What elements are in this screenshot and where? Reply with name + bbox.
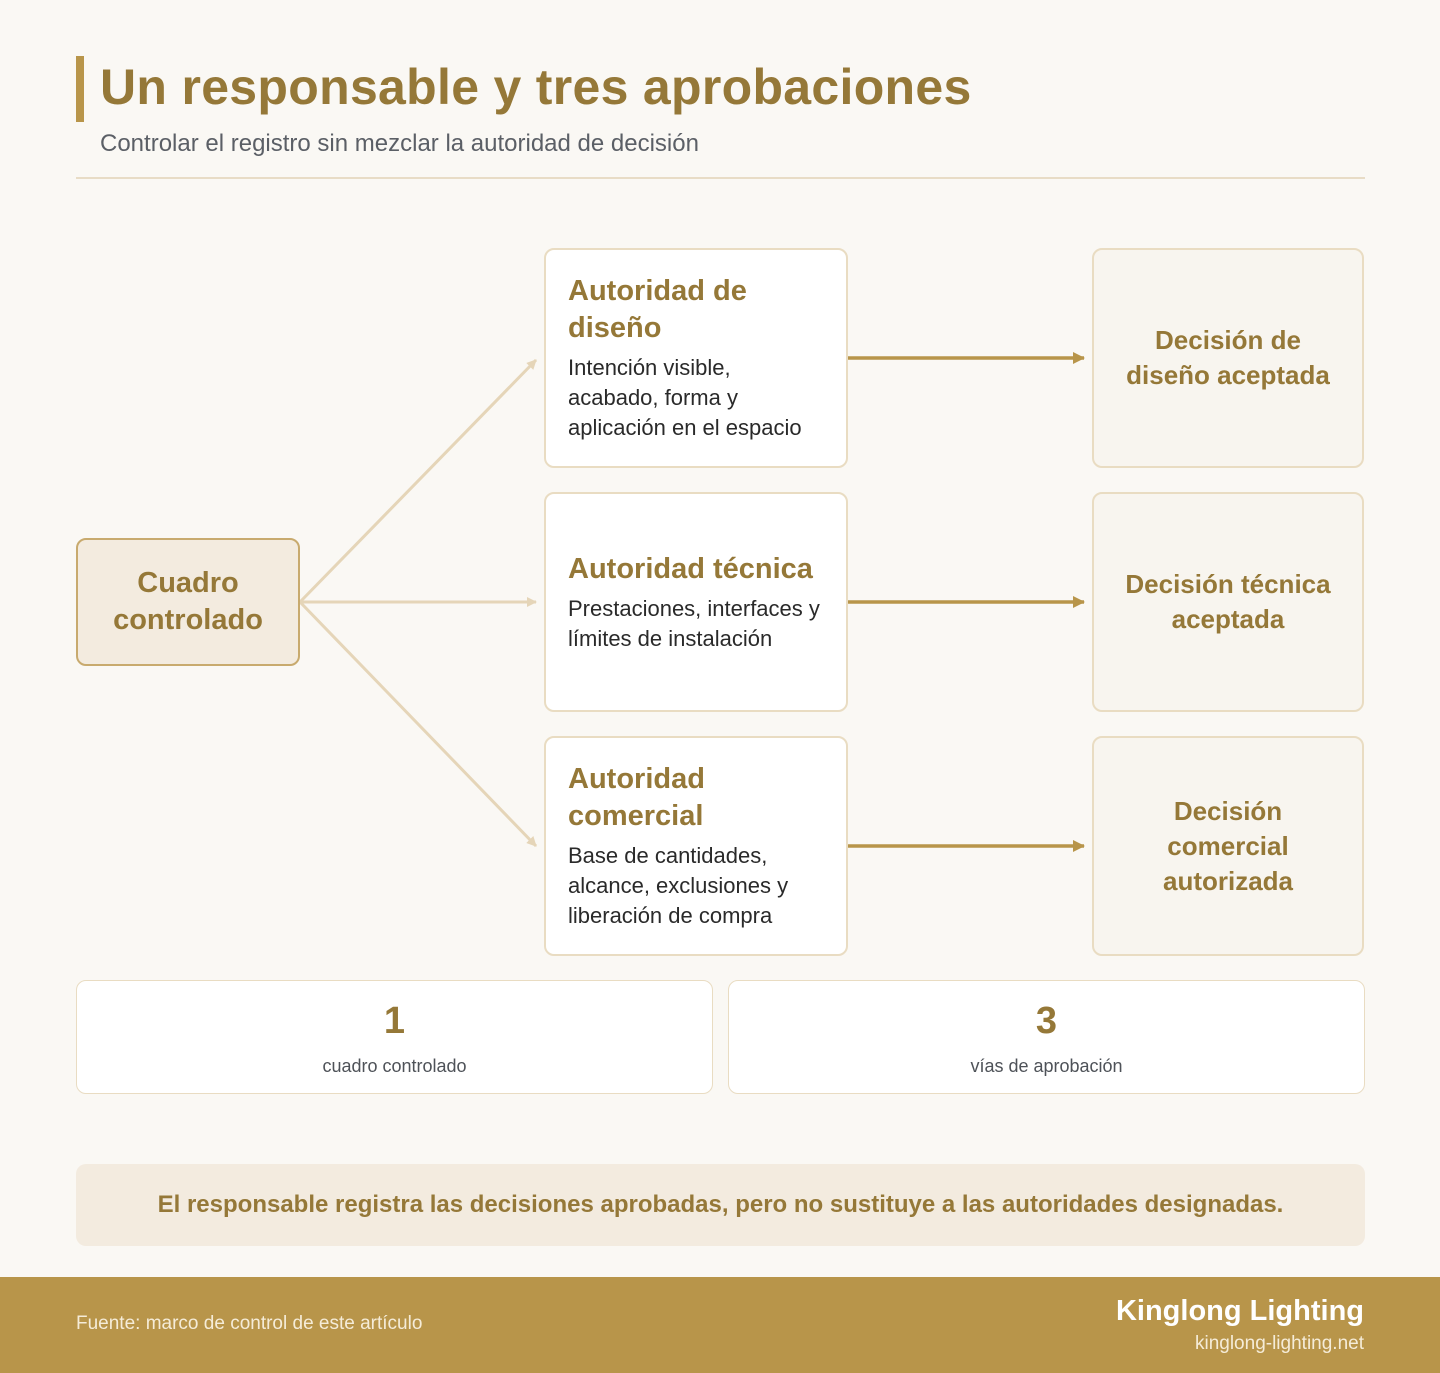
authority-node-commercial xyxy=(544,736,848,956)
connector-source-to-design xyxy=(300,360,536,602)
result-node-technical: Decisión técnica aceptada xyxy=(1092,492,1364,712)
source-node-controlled-register: Cuadro controlado xyxy=(76,538,300,666)
page-title: Un responsable y tres aprobaciones xyxy=(100,59,972,115)
footer-source: Fuente: marco de control de este artículo xyxy=(76,1313,423,1334)
authority-node-technical xyxy=(544,492,848,712)
stat-value: 1 xyxy=(383,1000,406,1042)
page-subtitle: Controlar el registro sin mezclar la autoridad de decisión xyxy=(100,130,699,157)
authority-description: Intención visible, acabado, forma y aplicación en el espacio xyxy=(568,355,802,440)
stat-label: vías de aprobación xyxy=(970,1056,1123,1076)
authority-title: Autoridad técnica xyxy=(568,552,813,585)
result-node-design: Decisión de diseño aceptada xyxy=(1092,248,1364,468)
authority-description: Base de cantidades, alcance, exclusiones y liberación de compra xyxy=(568,843,789,928)
result-node-commercial: Decisión comercial autorizada xyxy=(1092,736,1364,956)
authority-title: Autoridad comercial xyxy=(568,763,705,832)
connector-source-to-commercial xyxy=(300,602,536,846)
authority-node-design xyxy=(544,248,848,468)
authority-description: Prestaciones, interfaces y límites de instalación xyxy=(568,595,820,651)
authority-title: Autoridad de diseño xyxy=(568,275,747,344)
summary-note: El responsable registra las decisiones aprobadas, pero no sustituye a las autoridades designadas. xyxy=(76,1164,1365,1246)
stat-label: cuadro controlado xyxy=(322,1056,467,1076)
footer-brand: Kinglong Lighting xyxy=(1115,1295,1364,1327)
footer-bar xyxy=(0,1277,1440,1373)
stat-value: 3 xyxy=(1035,1000,1058,1042)
stat-card-register xyxy=(76,980,713,1094)
footer-url: kinglong-lighting.net xyxy=(1194,1333,1364,1354)
stat-card-approvals xyxy=(728,980,1365,1094)
